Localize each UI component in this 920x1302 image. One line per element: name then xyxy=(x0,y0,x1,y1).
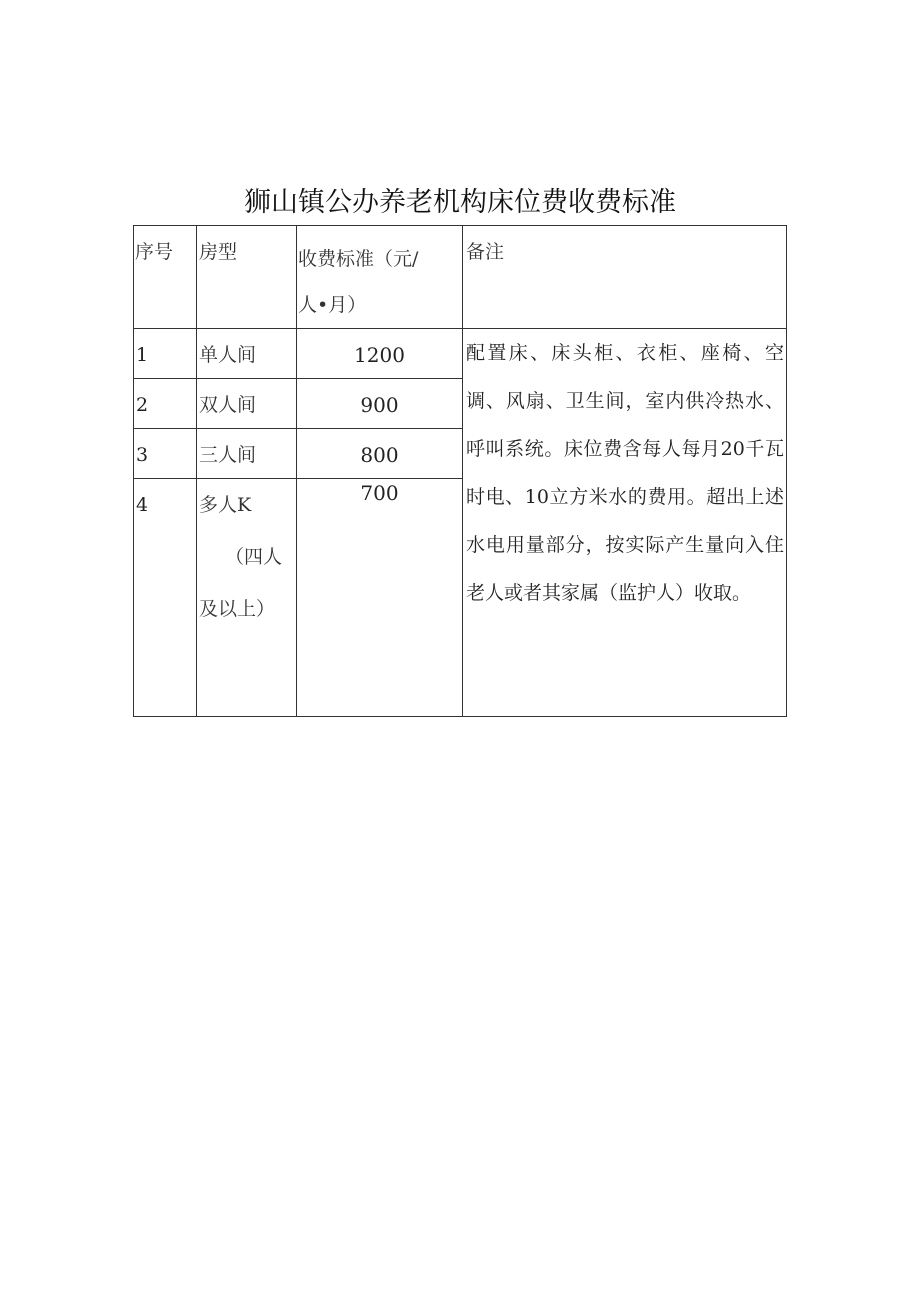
row-room-type-cell xyxy=(197,429,297,479)
row-seq: 3 xyxy=(136,444,149,466)
row-room-type: 三人间 xyxy=(199,444,257,466)
row-fee-cell xyxy=(297,479,463,717)
row-room-type-line1: 多人K xyxy=(199,494,252,516)
note-text: 配置床、床头柜、衣柜、座椅、空调、风扇、卫生间，室内供冷热水、呼叫系统。床位费含每人每月20千瓦时电、10立方米水的费用。超出上述水电用量部分，按实际产生量向入住老人或者其家属（监护人）收取。 xyxy=(466,342,784,604)
header-note xyxy=(463,226,787,329)
header-fee-label xyxy=(297,226,462,328)
header-fee-line2: 人•月） xyxy=(298,294,367,316)
row-seq-cell xyxy=(134,429,197,479)
row-room-type-cell xyxy=(197,329,297,379)
page-title: 狮山镇公办养老机构床位费收费标准 xyxy=(244,187,676,218)
row-room-type: 双人间 xyxy=(199,394,257,416)
row-fee: 900 xyxy=(360,393,399,417)
row-room-type-line2: （四人 xyxy=(225,546,283,568)
row-room-type: 单人间 xyxy=(199,344,257,366)
header-seq-label: 序号 xyxy=(135,241,174,263)
row-fee-cell xyxy=(297,379,463,429)
row-seq: 4 xyxy=(136,494,149,516)
header-seq xyxy=(134,226,197,329)
row-fee: 800 xyxy=(360,443,399,467)
header-fee xyxy=(297,226,463,329)
header-room-type-label: 房型 xyxy=(199,241,238,263)
row-fee-cell xyxy=(297,429,463,479)
table-header-row xyxy=(134,226,787,329)
row-seq-cell xyxy=(134,329,197,379)
row-seq: 2 xyxy=(136,394,149,416)
row-fee: 1200 xyxy=(354,343,405,367)
header-note-label: 备注 xyxy=(466,241,505,263)
row-seq: 1 xyxy=(136,344,149,366)
row-room-type-cell xyxy=(197,479,297,717)
row-room-type-cell xyxy=(197,379,297,429)
row-room-type-line3: 及以上） xyxy=(199,598,276,620)
row-fee: 700 xyxy=(360,481,399,505)
row-room-type xyxy=(197,479,296,636)
header-room-type xyxy=(197,226,297,329)
header-fee-line1: 收费标准（元/ xyxy=(298,248,419,270)
table-row xyxy=(134,329,787,379)
row-seq-cell xyxy=(134,379,197,429)
note-cell xyxy=(463,329,787,717)
row-seq-cell xyxy=(134,479,197,717)
row-fee-cell xyxy=(297,329,463,379)
fee-table xyxy=(133,225,787,717)
